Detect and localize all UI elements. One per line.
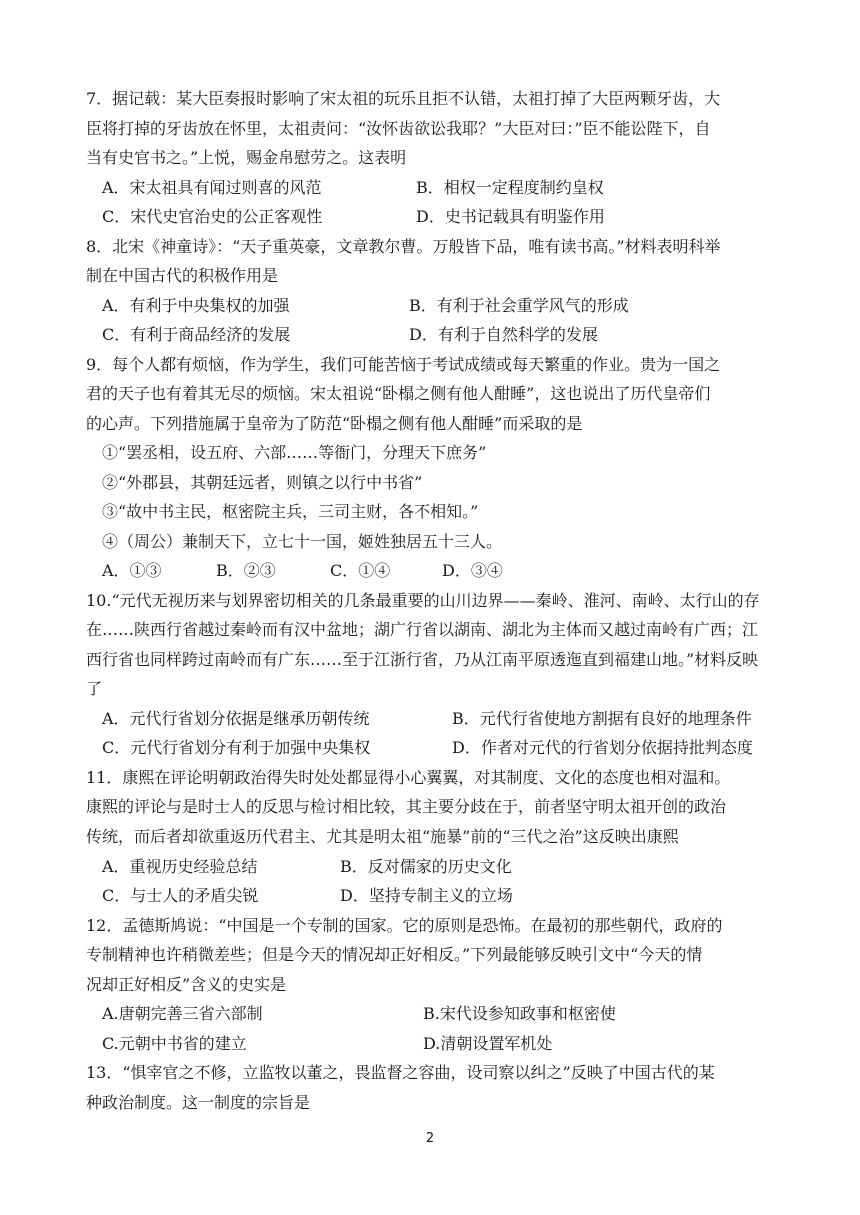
question-7-option-d: D．史书记载具有明鉴作用	[416, 207, 605, 226]
question-12-option-c: C.元朝中书省的建立	[102, 1034, 247, 1053]
question-8-option-a: A．有利于中央集权的加强	[102, 296, 290, 315]
question-7-option-c: C．宋代史官治史的公正客观性	[102, 207, 323, 226]
question-8-option-c: C．有利于商品经济的发展	[102, 325, 291, 344]
question-11-line-2: 康熙的评论与是时士人的反思与检讨相比较，其主要分歧在于，前者坚守明太祖开创的政治	[86, 797, 727, 816]
question-9-item-2: ②“外郡县，其朝廷远者，则镇之以行中书省”	[102, 473, 423, 492]
question-9-option-c: C．①④	[330, 561, 391, 580]
question-12-option-b: B.宋代设参知政事和枢密使	[423, 1004, 616, 1023]
question-10-option-b: B．元代行省使地方割据有良好的地理条件	[452, 709, 752, 728]
question-7-line-1: 7．据记载：某大臣奏报时影响了宋太祖的玩乐且拒不认错，太祖打掉了大臣两颗牙齿，大	[86, 89, 721, 108]
question-12-line-2: 专制精神也许稍微差些；但是今天的情况却正好相反。”下列最能够反映引文中“今天的情	[86, 945, 703, 964]
question-11-option-d: D．坚持专制主义的立场	[340, 886, 513, 905]
question-7-option-a: A．宋太祖具有闻过则喜的风范	[102, 178, 322, 197]
question-10-line-2: 在……陕西行省越过秦岭而有汉中盆地；湖广行省以湖南、湖北为主体而又越过南岭有广西；江	[86, 620, 759, 639]
question-12-option-d: D.清朝设置军机处	[423, 1034, 553, 1053]
question-7-line-2: 臣将打掉的牙齿放在怀里，太祖责问：“汝怀齿欲讼我耶？”大臣对曰：”臣不能讼陛下，自	[86, 119, 711, 138]
question-11-line-3: 传统，而后者却欲重返历代君主、尤其是明太祖“施暴”前的“三代之治”这反映出康熙	[86, 827, 679, 846]
question-11-option-b: B．反对儒家的历史文化	[340, 857, 512, 876]
question-9-item-4: ④（周公）兼制天下，立七十一国，姬姓独居五十三人。	[102, 532, 503, 551]
question-8-option-b: B．有利于社会重学风气的形成	[409, 296, 629, 315]
question-9-option-b: B．②③	[216, 561, 276, 580]
question-9-line-2: 君的天子也有着其无尽的烦恼。宋太祖说“卧榻之侧有他人酣睡”，这也说出了历代皇帝们	[86, 384, 711, 403]
question-8-option-d: D．有利于自然科学的发展	[409, 325, 598, 344]
question-10-option-d: D．作者对元代的行省划分依据持批判态度	[452, 738, 753, 757]
question-12-option-a: A.唐朝完善三省六部制	[102, 1004, 263, 1023]
question-8-line-2: 制在中国古代的积极作用是	[86, 266, 279, 285]
question-13-line-2: 种政治制度。这一制度的宗旨是	[86, 1093, 311, 1112]
question-9-item-3: ③“故中书主民，枢密院主兵，三司主财，各不相知。”	[102, 502, 479, 521]
question-8-line-1: 8．北宋《神童诗》：“天子重英豪，文章教尔曹。万般皆下品，唯有读书高。”材料表明科举	[86, 237, 721, 256]
question-12-line-3: 况却正好相反”含义的史实是	[86, 975, 287, 994]
question-10-option-c: C．元代行省划分有利于加强中央集权	[102, 738, 371, 757]
question-9-line-3: 的心声。下列措施属于皇帝为了防范“卧榻之侧有他人酣睡”而采取的是	[86, 414, 583, 433]
question-11-option-a: A．重视历史经验总结	[102, 857, 258, 876]
question-11-line-1: 11．康熙在评论明朝政治得失时处处都显得小心翼翼，对其制度、文化的态度也相对温和。	[86, 768, 731, 787]
question-10-line-4: 了	[86, 679, 103, 698]
question-9-option-d: D．③④	[442, 561, 503, 580]
question-10-option-a: A．元代行省划分依据是继承历朝传统	[102, 709, 370, 728]
question-7-line-3: 当有史官书之。”上悦，赐金帛慰劳之。这表明	[86, 148, 407, 167]
question-11-option-c: C．与士人的矛盾尖锐	[102, 886, 259, 905]
question-7-option-b: B．相权一定程度制约皇权	[416, 178, 604, 197]
page-number: 2	[425, 1131, 435, 1146]
question-13-line-1: 13．“惧宰官之不修，立监牧以董之，畏监督之容曲，设司察以纠之”反映了中国古代的某	[86, 1063, 715, 1082]
question-9-line-1: 9．每个人都有烦恼，作为学生，我们可能苦恼于考试成绩或每天繁重的作业。贵为一国之	[86, 355, 721, 374]
question-9-item-1: ①“罢丞相，设五府、六部……等衙门，分理天下庶务”	[102, 443, 487, 462]
question-10-line-1: 10.“元代无视历来与划界密切相关的几条最重要的山川边界——秦岭、淮河、南岭、太行山的存	[86, 591, 760, 610]
question-9-option-a: A．①③	[102, 561, 162, 580]
question-12-line-1: 12．孟德斯鸠说：“中国是一个专制的国家。它的原则是恐怖。在最初的那些朝代，政府的	[86, 916, 723, 935]
question-10-line-3: 西行省也同样跨过南岭而有广东……至于江浙行省，乃从江南平原透迤直到福建山地。”材料反映	[86, 650, 759, 669]
